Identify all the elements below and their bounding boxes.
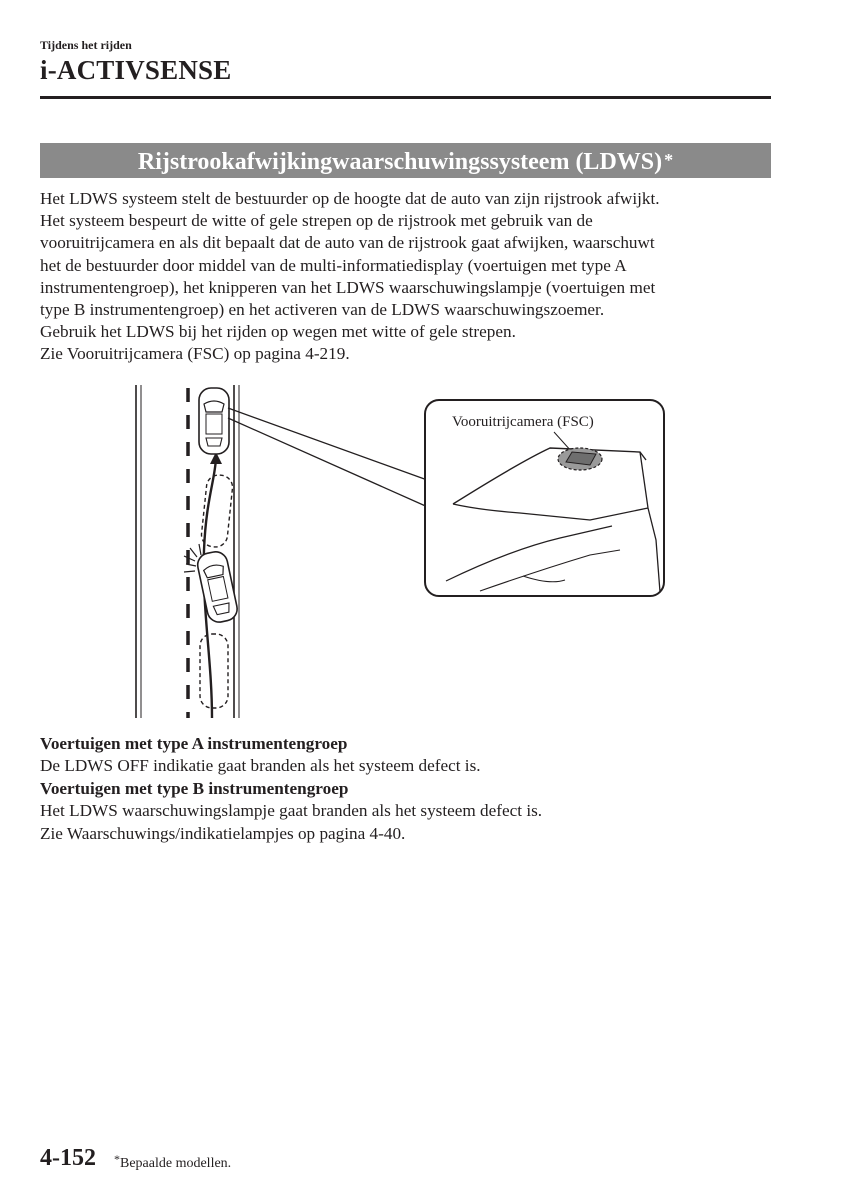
body-paragraph bbox=[40, 188, 780, 366]
type-a-text: De LDWS OFF indikatie gaat branden als het systeem defect is. bbox=[40, 756, 481, 776]
ldws-illustration bbox=[120, 380, 680, 720]
car-top-icon bbox=[199, 388, 229, 454]
notes-section bbox=[40, 733, 780, 845]
type-a-heading: Voertuigen met type A instrumentengroep bbox=[40, 734, 348, 753]
body-line: Het systeem bespeurt de witte of gele strepen op de rijstrook met gebruik van de bbox=[40, 211, 593, 231]
page-number: 4-152 bbox=[40, 1145, 96, 1171]
body-line: Gebruik het LDWS bij het rijden op wegen met witte of gele strepen. bbox=[40, 322, 516, 342]
body-line: het de bestuurder door middel van de multi-informatiedisplay (voertuigen met type A bbox=[40, 255, 627, 275]
camera-label: Vooruitrijcamera (FSC) bbox=[452, 414, 594, 430]
section-title-bar bbox=[40, 143, 771, 178]
section-title: Rijstrookafwijkingwaarschuwingssysteem (LDWS) bbox=[137, 149, 663, 175]
chapter-title: i-ACTIVSENSE bbox=[40, 55, 232, 85]
camera-icon bbox=[566, 452, 596, 465]
see-also-reference: Zie Waarschuwings/indikatielampjes op pagina 4-40. bbox=[40, 823, 406, 843]
leader-line bbox=[228, 418, 430, 508]
body-line: instrumentengroep), het knipperen van het LDWS waarschuwingslampje (voertuigen met bbox=[40, 277, 656, 297]
car-drifting-icon bbox=[195, 550, 239, 625]
body-line: Zie Vooruitrijcamera (FSC) op pagina 4-219. bbox=[40, 344, 350, 364]
ghost-car-outline bbox=[200, 634, 228, 708]
leader-line bbox=[228, 408, 430, 481]
footnote bbox=[114, 1152, 231, 1172]
body-line: Het LDWS systeem stelt de bestuurder op de hoogte dat de auto van zijn rijstrook afwijkt. bbox=[40, 189, 660, 208]
type-b-heading: Voertuigen met type B instrumentengroep bbox=[40, 778, 349, 798]
running-head: Tijdens het rijden bbox=[40, 38, 132, 52]
header-rule bbox=[40, 96, 771, 99]
optional-model-mark: * bbox=[664, 150, 674, 170]
body-line: type B instrumentengroep) en het activeren van de LDWS waarschuwingszoemer. bbox=[40, 300, 605, 320]
footnote-mark: * bbox=[114, 1152, 120, 1166]
footnote-text: Bepaalde modellen. bbox=[120, 1156, 232, 1171]
type-b-text: Het LDWS waarschuwingslampje gaat branden als het systeem defect is. bbox=[40, 801, 543, 821]
body-line: vooruitrijcamera en als dit bepaalt dat de auto van de rijstrook gaat afwijken, waarschuwt bbox=[40, 233, 655, 253]
